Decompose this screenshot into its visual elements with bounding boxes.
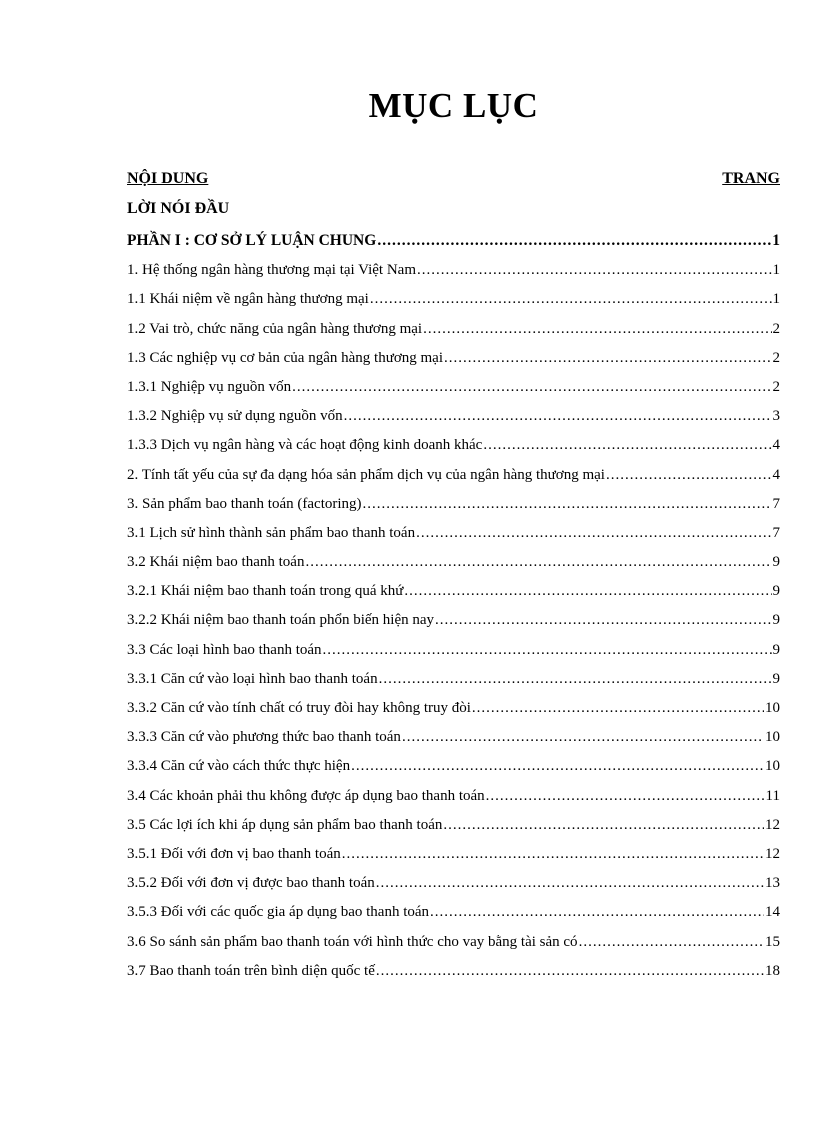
toc-entry-title: 3.3.3 Căn cứ vào phương thức bao thanh toán <box>127 729 401 746</box>
toc-entry[interactable] <box>127 493 780 522</box>
toc-entry-title: 1.3.2 Nghiệp vụ sử dụng nguồn vốn <box>127 408 343 425</box>
dot-leader <box>606 464 772 486</box>
toc-entry-title: 3.6 So sánh sản phẩm bao thanh toán với hình thức cho vay bằng tài sản có <box>127 933 578 950</box>
toc-entry-page: 9 <box>772 641 780 658</box>
toc-entry[interactable] <box>127 259 780 288</box>
toc-entry-page: 9 <box>772 583 780 600</box>
toc-entry[interactable] <box>127 755 780 784</box>
toc-entry[interactable] <box>127 318 780 347</box>
dot-leader <box>305 551 771 573</box>
toc-entry-title: 3. Sản phẩm bao thanh toán (factoring) <box>127 495 362 512</box>
toc-entry-title: 3.3.1 Căn cứ vào loại hình bao thanh toán <box>127 670 378 687</box>
toc-entry[interactable] <box>127 872 780 901</box>
toc-entry[interactable] <box>127 901 780 930</box>
dot-leader <box>404 580 771 602</box>
dot-leader <box>344 405 772 427</box>
toc-entry[interactable] <box>127 376 780 405</box>
toc-entry[interactable] <box>127 931 780 960</box>
dot-leader <box>423 318 771 340</box>
toc-entry-page: 1 <box>772 291 780 308</box>
toc-entry-page: 1 <box>772 232 780 249</box>
dot-leader <box>377 230 771 252</box>
dot-leader <box>444 347 772 369</box>
toc-entry-title: PHẦN I : CƠ SỞ LÝ LUẬN CHUNG <box>127 232 377 249</box>
toc-entry-title: 3.5.1 Đối với đơn vị bao thanh toán <box>127 845 341 862</box>
toc-entry[interactable] <box>127 785 780 814</box>
toc-entry-page: 4 <box>772 437 780 454</box>
toc-entry-page: 12 <box>765 845 780 862</box>
page-column-heading: TRANG <box>722 170 780 187</box>
toc-entry-title: 3.5 Các lợi ích khi áp dụng sản phẩm bao thanh toán <box>127 816 443 833</box>
toc-entry-page: 3 <box>772 408 780 425</box>
toc-entry-title: 3.3.2 Căn cứ vào tính chất có truy đòi hay không truy đòi <box>127 700 471 716</box>
toc-entry-title: 3.4 Các khoản phải thu không được áp dụng bao thanh toán <box>127 787 485 804</box>
toc-entry-page: 10 <box>765 729 780 746</box>
toc-entry[interactable] <box>127 726 780 755</box>
dot-leader <box>323 639 772 661</box>
toc-entry-page: 9 <box>772 612 780 629</box>
toc-entry-page: 2 <box>772 378 780 395</box>
dot-leader <box>472 697 764 719</box>
toc-entry[interactable] <box>127 814 780 843</box>
dot-leader <box>342 843 764 865</box>
toc-entry-page: 9 <box>772 670 780 687</box>
toc-entry[interactable] <box>127 551 780 580</box>
toc-entry[interactable] <box>127 609 780 638</box>
toc-entry-page: 12 <box>765 816 780 833</box>
toc-entry-title: 3.2.1 Khái niệm bao thanh toán trong quá khứ <box>127 583 404 600</box>
toc-entry[interactable] <box>127 405 780 434</box>
content-column-heading: NỘI DUNG <box>127 170 209 187</box>
toc-entry-page: 2 <box>772 349 780 366</box>
page-title: MỤC LỤC <box>368 86 539 125</box>
dot-leader <box>486 785 765 807</box>
toc-entry[interactable] <box>127 464 780 493</box>
toc-entry-page: 4 <box>772 466 780 483</box>
dot-leader <box>376 960 764 982</box>
toc-entry-title: 3.5.2 Đối với đơn vị được bao thanh toán <box>127 875 375 892</box>
toc-entry-page: 7 <box>772 495 780 512</box>
toc-entry[interactable] <box>127 434 780 463</box>
toc-entry[interactable] <box>127 288 780 317</box>
toc-entry-page: 13 <box>765 875 780 892</box>
toc-entry[interactable] <box>127 697 780 726</box>
toc-entry-title: 3.2.2 Khái niệm bao thanh toán phổn biến hiện nay <box>127 612 435 629</box>
toc-entry-title: 3.7 Bao thanh toán trên bình diện quốc tế <box>127 962 375 979</box>
toc-entry-page: 14 <box>765 904 780 921</box>
dot-leader <box>443 814 764 836</box>
toc-entry-title: 3.3 Các loại hình bao thanh toán <box>127 641 322 658</box>
toc-entry-title: 1. Hệ thống ngân hàng thương mại tại Việt Nam <box>127 262 416 279</box>
toc-entry[interactable] <box>127 522 780 551</box>
preface-heading: LỜI NÓI ĐẦU <box>127 200 230 217</box>
toc-entry[interactable] <box>127 230 780 259</box>
toc-entry[interactable] <box>127 639 780 668</box>
toc-entry-page: 10 <box>765 758 780 775</box>
toc-entry-title: 1.2 Vai trò, chức năng của ngân hàng thương mại <box>127 320 423 337</box>
toc-entry[interactable] <box>127 347 780 376</box>
toc-entry-page: 9 <box>772 554 780 571</box>
toc-entry-page: 2 <box>772 320 780 337</box>
dot-leader <box>351 755 764 777</box>
toc-entry-page: 10 <box>765 700 780 716</box>
toc-entry-title: 3.5.3 Đối với các quốc gia áp dụng bao thanh toán <box>127 904 430 921</box>
toc-entry-title: 3.2 Khái niệm bao thanh toán <box>127 554 305 571</box>
toc-entry-title: 3.1 Lịch sử hình thành sản phẩm bao thanh toán <box>127 524 416 541</box>
toc-entry-page: 11 <box>765 787 780 804</box>
toc-entry-title: 1.3 Các nghiệp vụ cơ bản của ngân hàng thương mại <box>127 349 443 366</box>
toc-header <box>127 168 780 190</box>
toc-list <box>127 230 780 989</box>
dot-leader <box>430 901 764 923</box>
dot-leader <box>435 609 771 631</box>
toc-entry-title: 2. Tính tất yếu của sự đa dạng hóa sản phẩm dịch vụ của ngân hàng thương mại <box>127 466 605 483</box>
dot-leader <box>579 931 764 953</box>
toc-entry-title: 3.3.4 Căn cứ vào cách thức thực hiện <box>127 758 351 775</box>
dot-leader <box>416 522 771 544</box>
toc-entry[interactable] <box>127 843 780 872</box>
toc-entry-page: 18 <box>765 962 780 979</box>
toc-entry-page: 15 <box>765 933 780 950</box>
toc-entry[interactable] <box>127 668 780 697</box>
dot-leader <box>292 376 771 398</box>
dot-leader <box>379 668 772 690</box>
dot-leader <box>483 434 771 456</box>
toc-entry-title: 1.3.1 Nghiệp vụ nguồn vốn <box>127 378 292 395</box>
toc-entry-title: 1.3.3 Dịch vụ ngân hàng và các hoạt động kinh doanh khác <box>127 437 483 454</box>
toc-entry-page: 7 <box>772 524 780 541</box>
toc-entry[interactable] <box>127 580 780 609</box>
dot-leader <box>417 259 772 281</box>
dot-leader <box>402 726 764 748</box>
toc-entry-title: 1.1 Khái niệm về ngân hàng thương mại <box>127 291 369 308</box>
toc-entry[interactable] <box>127 960 780 989</box>
dot-leader <box>370 288 772 310</box>
toc-entry-page: 1 <box>772 262 780 279</box>
dot-leader <box>376 872 764 894</box>
dot-leader <box>363 493 772 515</box>
